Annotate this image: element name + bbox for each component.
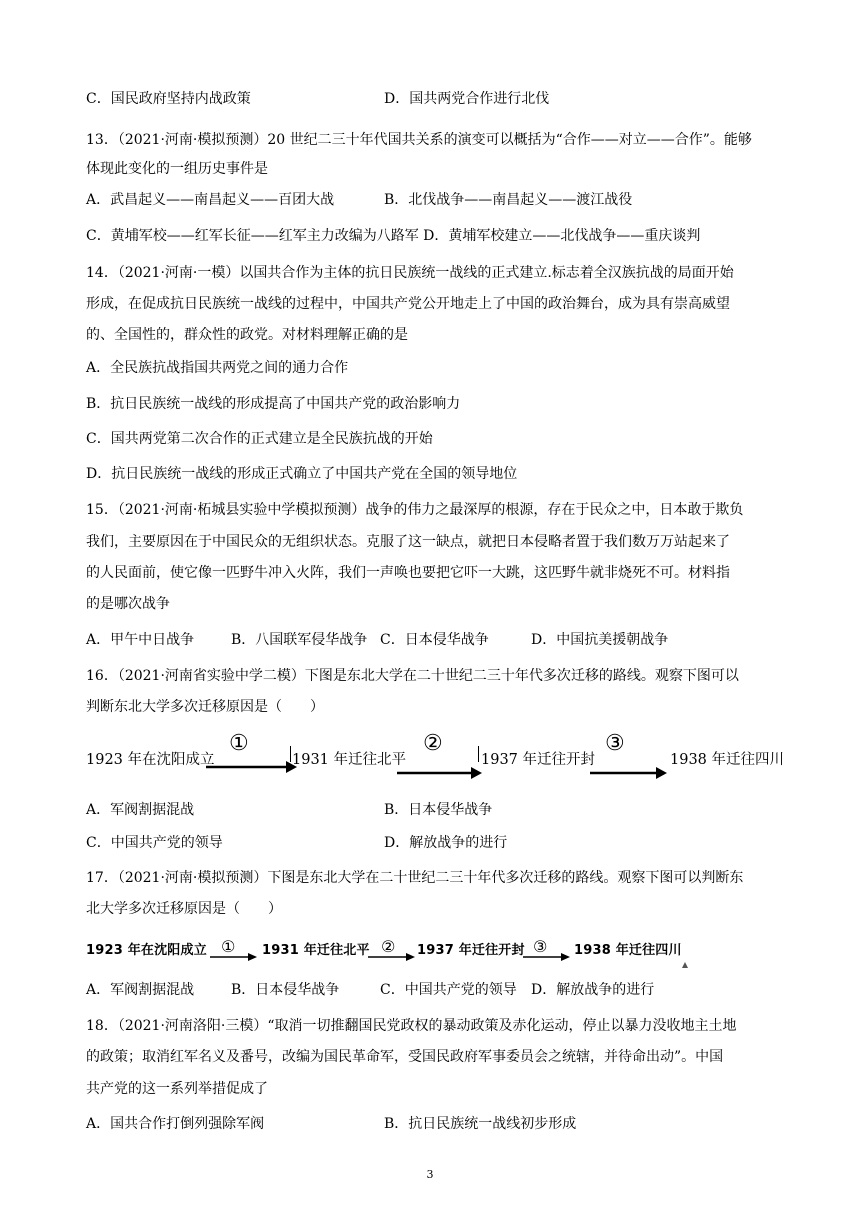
- q14-stem-line1: 14．（2021·河南·一模）以国共合作为主体的抗日民族统一战线的正式建立.标志着全汉族抗战的局面开始: [86, 265, 734, 281]
- q14-option-b: B．抗日民族统一战线的形成提高了中国共产党的政治影响力: [86, 396, 461, 412]
- q13-option-a: A．武昌起义——南昌起义——百团大战: [86, 192, 335, 208]
- route-stop-shenyang: 1923 年在沈阳成立: [86, 752, 215, 768]
- q13-stem-line2: 体现此变化的一组历史事件是: [86, 161, 268, 177]
- route-step-1: ①: [229, 731, 249, 756]
- q15-option-d: D．中国抗美援朝战争: [531, 632, 669, 648]
- q18-stem-line3: 共产党的这一系列举措促成了: [86, 1081, 268, 1097]
- q18-stem-line2: 的政策；取消红军名义及番号，改编为国民革命军，受国民政府军事委员会之统辖，并待命出动”。中国: [86, 1049, 724, 1065]
- q18-option-b: B．抗日民族统一战线初步形成: [384, 1116, 577, 1132]
- route-stop-kaifeng: 1937 年迁往开封: [417, 943, 525, 958]
- route-step-3: ③: [605, 731, 625, 756]
- route-stop-beiping: 1931 年迁往北平: [262, 943, 370, 958]
- route-arrow-2: [368, 952, 416, 962]
- route-arrow-1: [206, 760, 298, 774]
- q17-option-a: A．军阀割据混战: [86, 982, 195, 998]
- stray-mark: [682, 962, 688, 968]
- route-arrow-1: [210, 952, 258, 962]
- page-number: 3: [426, 1168, 434, 1181]
- q17-option-d: D．解放战争的进行: [531, 982, 655, 998]
- q15-stem-line1: 15．（2021·河南·柘城县实验中学模拟预测）战争的伟力之最深厚的根源，存在于民众之中，日本敢于欺负: [86, 502, 744, 518]
- route-step-3: ③: [533, 937, 548, 956]
- q15-option-b: B．八国联军侵华战争: [231, 632, 368, 648]
- route-stop-shenyang: 1923 年在沈阳成立: [86, 943, 207, 958]
- q12-option-c: C．国民政府坚持内战政策: [86, 91, 251, 107]
- q16-stem-line2: 判断东北大学多次迁移原因是（ ）: [86, 699, 324, 715]
- q17-option-c: C．中国共产党的领导: [380, 982, 517, 998]
- route-stop-beiping: 1931 年迁往北平: [292, 752, 407, 768]
- route-stop-sichuan: 1938 年迁往四川: [574, 943, 682, 958]
- route-arrow-3: [523, 952, 571, 962]
- q16-option-b: B．日本侵华战争: [384, 802, 493, 818]
- q14-stem-line2: 形成，在促成抗日民族统一战线的过程中，中国共产党公开地走上了中国的政治舞台，成为具有崇高威望: [86, 296, 730, 312]
- q16-option-c: C．中国共产党的领导: [86, 835, 223, 851]
- q13-option-b: B．北伐战争——南昌起义——渡江战役: [384, 192, 633, 208]
- route-step-2: ②: [381, 937, 396, 956]
- q17-stem-line2: 北大学多次迁移原因是（ ）: [86, 901, 282, 917]
- q15-stem-line3: 的人民面前，使它像一匹野牛冲入火阵，我们一声唤也要把它吓一大跳，这匹野牛就非烧死不可。材料指: [86, 565, 730, 581]
- q14-option-d: D．抗日民族统一战线的形成正式确立了中国共产党在全国的领导地位: [86, 466, 518, 482]
- route-arrow-2: [397, 766, 483, 780]
- q14-option-c: C．国共两党第二次合作的正式建立是全民族抗战的开始: [86, 431, 433, 447]
- q15-option-c: C．日本侵华战争: [380, 632, 489, 648]
- route-step-2: ②: [423, 731, 443, 756]
- q15-stem-line2: 我们，主要原因在于中国民众的无组织状态。克服了这一缺点，就把日本侵略者置于我们数万万站起来了: [86, 534, 730, 550]
- q16-stem-line1: 16．（2021·河南省实验中学二模）下图是东北大学在二十世纪二三十年代多次迁移的路线。观察下图可以: [86, 668, 739, 684]
- route-step-1: ①: [221, 937, 236, 956]
- q17-stem-line1: 17．（2021·河南·模拟预测）下图是东北大学在二十世纪二三十年代多次迁移的路线。观察下图可以判断东: [86, 870, 744, 886]
- route-divider: [290, 746, 291, 762]
- route-arrow-3: [590, 766, 668, 780]
- q13-options-cd: C．黄埔军校——红军长征——红军主力改编为八路军 D．黄埔军校建立——北伐战争——重庆谈判: [86, 228, 701, 244]
- q15-stem-line4: 的是哪次战争: [86, 596, 170, 612]
- q18-option-a: A．国共合作打倒列强除军阀: [86, 1116, 265, 1132]
- route-stop-kaifeng: 1937 年迁往开封: [481, 752, 596, 768]
- q13-stem-line1: 13．（2021·河南·模拟预测）20 世纪二三十年代国共关系的演变可以概括为“合作——对立——合作”。能够: [86, 132, 752, 148]
- q14-option-a: A．全民族抗战指国共两党之间的通力合作: [86, 360, 349, 376]
- q16-option-a: A．军阀割据混战: [86, 802, 195, 818]
- q12-option-d: D．国共两党合作进行北伐: [384, 91, 550, 107]
- route-stop-sichuan: 1938 年迁往四川: [670, 752, 785, 768]
- q17-option-b: B．日本侵华战争: [231, 982, 340, 998]
- q14-stem-line3: 的、全国性的，群众性的政党。对材料理解正确的是: [86, 327, 408, 343]
- route-divider: [478, 746, 479, 762]
- q15-option-a: A．甲午中日战争: [86, 632, 195, 648]
- q16-option-d: D．解放战争的进行: [384, 835, 508, 851]
- q18-stem-line1: 18．（2021·河南洛阳·三模）“取消一切推翻国民党政权的暴动政策及赤化运动，停止以暴力没收地主土地: [86, 1018, 737, 1034]
